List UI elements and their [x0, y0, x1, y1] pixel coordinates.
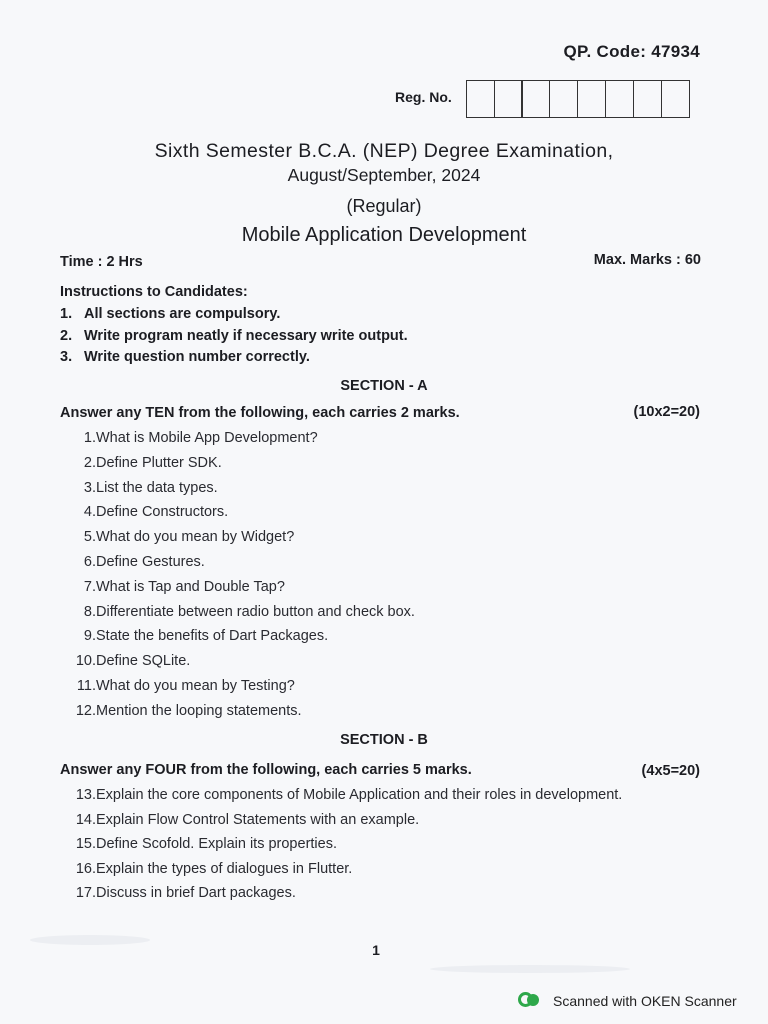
question-number: 2.	[83, 454, 96, 471]
question-text: Discuss in brief Dart packages.	[96, 885, 296, 901]
question-text: What is Tap and Double Tap?	[96, 578, 285, 595]
section-b-instruction: Answer any FOUR from the following, each carries 5 marks.	[60, 762, 472, 778]
instructions-title: Instructions to Candidates:	[60, 284, 248, 300]
section-a-heading: SECTION - A	[340, 378, 428, 394]
question-number: 4.	[83, 504, 96, 521]
question-text: Define Gestures.	[96, 554, 205, 570]
question-text: What is Mobile App Development?	[96, 430, 318, 446]
question-item	[60, 628, 740, 648]
question-item	[60, 604, 740, 624]
question-item	[60, 812, 740, 832]
reg-no-box	[521, 80, 550, 118]
question-text: Mention the looping statements.	[96, 702, 302, 719]
reg-no-box	[494, 80, 523, 118]
question-number: 14.	[75, 811, 96, 828]
scanner-text: Scanned with OKEN Scanner	[553, 993, 737, 1009]
question-item	[60, 787, 740, 807]
question-number: 3.	[83, 479, 96, 496]
question-number: 17.	[75, 885, 96, 901]
question-text: List the data types.	[96, 479, 218, 496]
question-text: Define SQLite.	[96, 653, 191, 670]
scan-smudge	[430, 965, 630, 973]
question-text: Define Plutter SDK.	[96, 454, 222, 471]
exam-title: Sixth Semester B.C.A. (NEP) Degree Examination,	[154, 140, 614, 162]
instruction-item: 1. All sections are compulsory.	[60, 306, 281, 322]
question-number: 6.	[83, 554, 96, 570]
question-number: 15.	[75, 836, 96, 852]
exam-type: (Regular)	[346, 196, 422, 216]
question-item	[60, 678, 740, 698]
question-item	[60, 554, 740, 574]
reg-no-boxes	[467, 80, 690, 118]
oken-logo-icon	[518, 992, 542, 1010]
question-item	[60, 430, 740, 450]
section-b-heading: SECTION - B	[340, 732, 428, 748]
question-item	[60, 480, 740, 500]
question-text: What do you mean by Widget?	[96, 529, 295, 546]
question-item	[60, 861, 740, 881]
question-number: 13.	[75, 787, 96, 803]
question-text: State the benefits of Dart Packages.	[96, 628, 329, 645]
question-number: 10.	[75, 653, 96, 670]
question-item	[60, 836, 740, 856]
reg-no-box	[633, 80, 662, 118]
question-number: 5.	[83, 529, 96, 546]
question-text: Define Scofold. Explain its properties.	[96, 836, 337, 852]
reg-no-box	[577, 80, 606, 118]
question-text: Explain the types of dialogues in Flutter.	[96, 860, 353, 877]
subject-title: Mobile Application Development	[241, 224, 527, 246]
question-item	[60, 504, 740, 524]
question-number: 11.	[76, 678, 96, 694]
reg-no-box	[605, 80, 634, 118]
page-number: 1	[372, 942, 380, 958]
question-number: 16.	[75, 860, 96, 877]
question-text: Differentiate between radio button and check box.	[96, 603, 415, 620]
question-number: 9.	[83, 628, 96, 645]
question-number: 1.	[83, 430, 96, 446]
question-text: Define Constructors.	[96, 504, 229, 521]
instruction-item: 2. Write program neatly if necessary write output.	[60, 328, 408, 344]
question-number: 7.	[83, 578, 96, 595]
exam-session: August/September, 2024	[287, 165, 481, 185]
section-b-marks: (4x5=20)	[641, 763, 700, 779]
question-number: 8.	[83, 603, 96, 620]
question-item	[60, 653, 740, 673]
qp-code: QP. Code: 47934	[563, 42, 700, 61]
question-text: Explain the core components of Mobile Application and their roles in development.	[96, 787, 623, 803]
question-item	[60, 579, 740, 599]
section-a-instruction: Answer any TEN from the following, each carries 2 marks.	[60, 405, 460, 421]
max-marks-label: Max. Marks : 60	[593, 252, 701, 268]
section-a-marks: (10x2=20)	[633, 404, 700, 420]
reg-no-box	[549, 80, 578, 118]
time-label: Time : 2 Hrs	[60, 254, 143, 270]
reg-no-box	[661, 80, 690, 118]
scanner-watermark	[518, 992, 737, 1010]
question-text: What do you mean by Testing?	[96, 678, 295, 694]
instruction-item: 3. Write question number correctly.	[60, 349, 310, 365]
question-text: Explain Flow Control Statements with an example.	[96, 811, 420, 828]
question-item	[60, 529, 740, 549]
question-item	[60, 455, 740, 475]
reg-no-label: Reg. No.	[395, 89, 452, 105]
question-number: 12.	[75, 702, 96, 719]
reg-no-box	[466, 80, 495, 118]
question-item	[60, 703, 740, 723]
question-item	[60, 885, 740, 905]
